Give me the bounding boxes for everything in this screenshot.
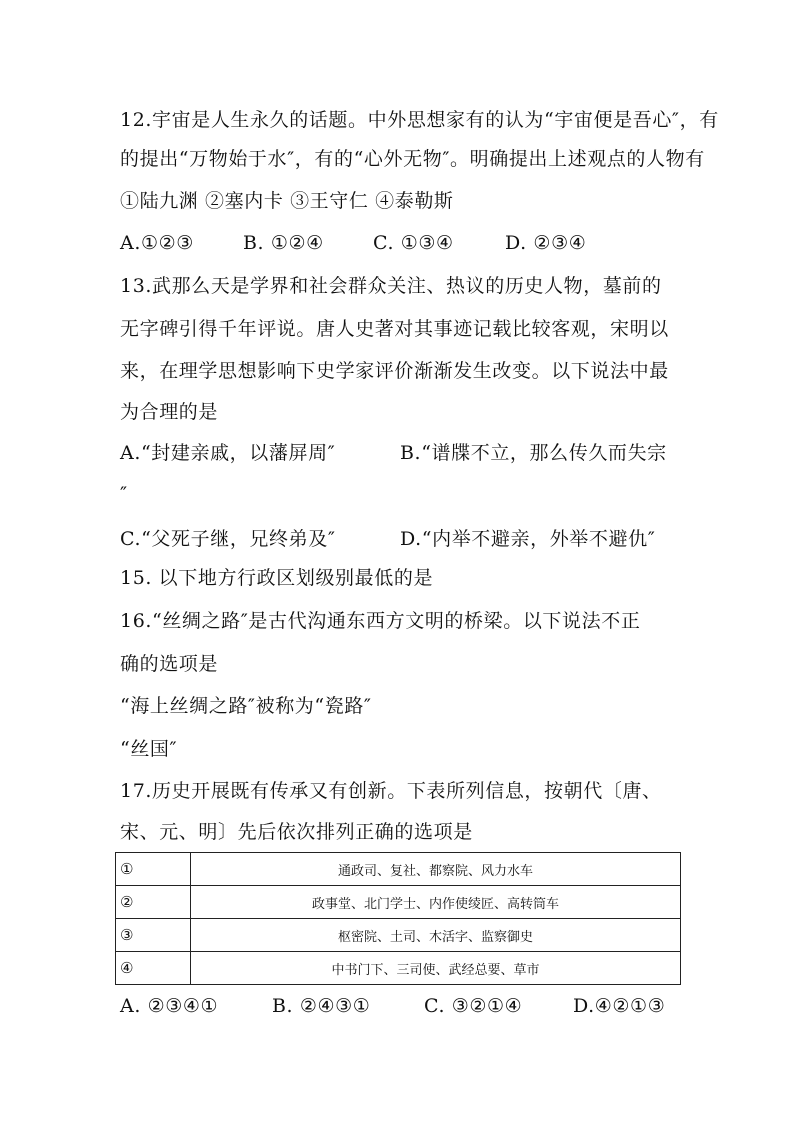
q17-option-c: C. ③②①④ [424, 995, 523, 1017]
table-row-content: 政事堂、北门学士、内作使绫匠、高转筒车 [191, 886, 681, 919]
q17-line-1: 17.历史开展既有传承又有创新。下表所列信息，按朝代〔唐、 [120, 780, 662, 802]
q16-line-2: 确的选项是 [120, 653, 219, 675]
q17-option-d: D.④②①③ [573, 995, 666, 1017]
q15-line-1: 15. 以下地方行政区划级别最低的是 [120, 567, 434, 589]
q13-line-3: 来，在理学思想影响下史学家评价渐渐发生改变。以下说法中最 [120, 360, 669, 382]
q12-line-1: 12.宇宙是人生永久的话题。中外思想家有的认为“宇宙便是吾心″，有 [120, 109, 719, 131]
table-row-content: 中书门下、三司使、武经总要、草市 [191, 952, 681, 985]
q12-option-d: D. ②③④ [505, 232, 587, 254]
q16-line-1: 16.“丝绸之路″是古代沟通东西方文明的桥梁。以下说法不正 [120, 610, 641, 632]
q13-option-b: B.“谱牒不立，那么传久而失宗 [400, 442, 667, 464]
q12-option-c: C. ①③④ [373, 232, 454, 254]
q13-option-d: D.“内举不避亲，外举不避仇″ [400, 528, 656, 550]
q16-line-4: “丝国″ [120, 738, 178, 760]
q13-line-4: 为合理的是 [120, 401, 219, 423]
q12-line-2: 的提出“万物始于水″，有的“心外无物″。明确提出上述观点的人物有 [120, 148, 705, 170]
q12-line-3: ①陆九渊 ②塞内卡 ③王守仁 ④泰勒斯 [120, 190, 454, 212]
q12-option-a: A.①②③ [120, 232, 194, 254]
q17-dynasty-table [115, 852, 681, 985]
table-row-number: ① [116, 853, 191, 886]
table-row [116, 919, 681, 952]
q16-line-3: “海上丝绸之路″被称为“瓷路″ [120, 695, 372, 717]
q17-option-b: B. ②④③① [272, 995, 371, 1017]
q17-line-2: 宋、元、明〕先后依次排列正确的选项是 [120, 821, 473, 843]
table-row-number: ② [116, 886, 191, 919]
q13-option-c: C.“父死子继，兄终弟及″ [120, 528, 336, 550]
table-row-content: 通政司、复社、都察院、风力水车 [191, 853, 681, 886]
q17-option-a: A. ②③④① [120, 995, 219, 1017]
q13-option-b-continued: ″ [120, 483, 128, 505]
table-row-number: ④ [116, 952, 191, 985]
table-row-number: ③ [116, 919, 191, 952]
table-row [116, 853, 681, 886]
q13-line-1: 13.武那么天是学界和社会群众关注、热议的历史人物，墓前的 [120, 275, 662, 297]
table-row [116, 952, 681, 985]
table-row [116, 886, 681, 919]
q13-line-2: 无字碑引得千年评说。唐人史著对其事迹记载比较客观，宋明以 [120, 318, 669, 340]
q13-option-a: A.“封建亲戚，以藩屏周″ [120, 442, 336, 464]
q12-option-b: B. ①②④ [243, 232, 324, 254]
table-row-content: 枢密院、土司、木活字、监察御史 [191, 919, 681, 952]
